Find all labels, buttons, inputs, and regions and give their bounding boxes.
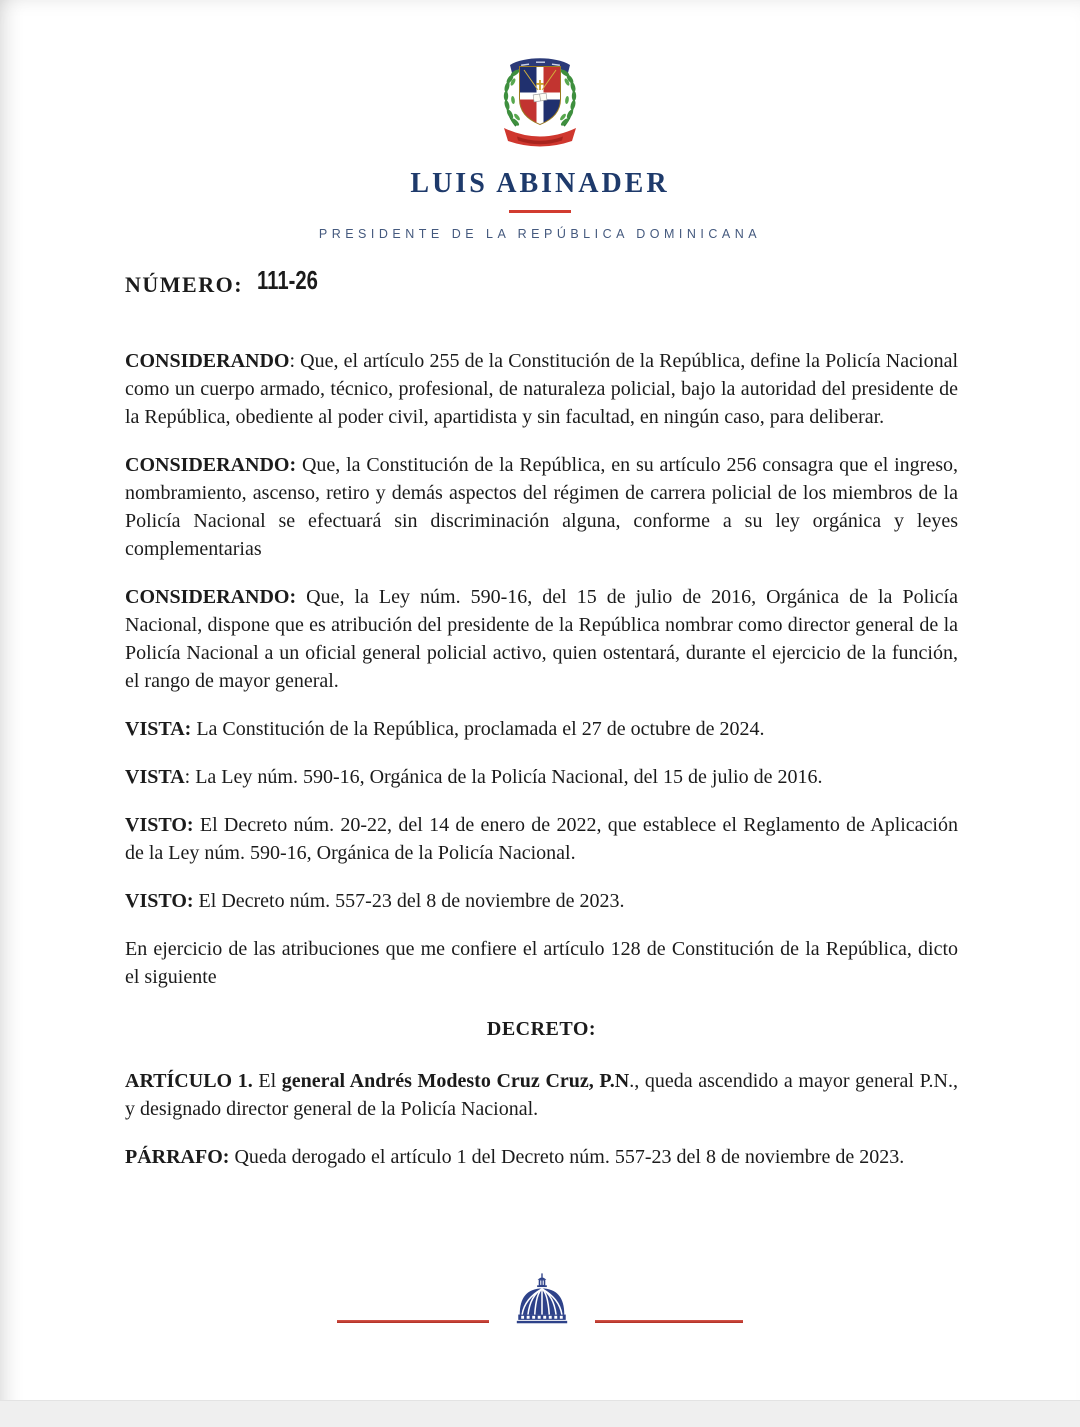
scan-edge-artifact xyxy=(0,1400,1080,1427)
decree-number-label: NÚMERO: xyxy=(125,272,244,297)
doc-paragraph: VISTA: La Constitución de la República, proclamada el 27 de octubre de 2024. xyxy=(125,718,765,740)
decree-number-value: 111-26 xyxy=(257,265,318,295)
doc-paragraph: VISTO: El Decreto núm. 20-22, del 14 de enero de 2022, que establece el Reglamento de Aplicación de la Ley núm. 590-16, Orgánica de la Policía Nacional. xyxy=(125,814,958,864)
doc-paragraph: PÁRRAFO: Queda derogado el artículo 1 del Decreto núm. 557-23 del 8 de noviembre de 2023. xyxy=(125,1146,905,1168)
decree-number-row xyxy=(125,265,958,299)
decree-heading: DECRETO: xyxy=(486,1018,597,1040)
document-body xyxy=(125,347,958,1171)
doc-paragraph: CONSIDERANDO: Que, el artículo 255 de la Constitución de la República, define la Policía Nacional como un cuerpo armado, técnico, profesional, de naturaleza policial, bajo la autoridad del presidente de la República, obediente al poder civil, apartidista y sin facultad, en ningún caso, para deliberar. xyxy=(125,350,958,428)
footer-right-line xyxy=(595,1320,743,1324)
doc-paragraph: VISTA: La Ley núm. 590-16, Orgánica de la Policía Nacional, del 15 de julio de 2016. xyxy=(125,766,823,788)
red-divider xyxy=(509,210,571,213)
doc-paragraph: VISTO: El Decreto núm. 557-23 del 8 de noviembre de 2023. xyxy=(125,890,625,912)
letterhead xyxy=(0,0,1080,241)
dominican-coat-of-arms-icon xyxy=(486,52,594,152)
doc-paragraph: CONSIDERANDO: Que, la Ley núm. 590-16, del 15 de julio de 2016, Orgánica de la Policía Nacional, dispone que es atribución del presidente de la República nombrar como director general de la Policía Nacional a un oficial general policial activo, quien ostentará, durante el ejercicio de la función, el rango de mayor general. xyxy=(125,586,958,692)
doc-paragraph: ARTÍCULO 1. El general Andrés Modesto Cruz Cruz, P.N., queda ascendido a mayor general P.N., y designado director general de la Policía Nacional. xyxy=(125,1070,958,1120)
footer xyxy=(0,1272,1080,1330)
national-palace-dome-icon xyxy=(511,1272,573,1330)
doc-paragraph: CONSIDERANDO: Que, la Constitución de la República, en su artículo 256 consagra que el ingreso, nombramiento, ascenso, retiro y demás aspectos del régimen de carrera policial de los miembros de la Policía Nacional se efectuará sin discriminación alguna, conforme a su ley orgánica y leyes complementarias xyxy=(125,454,958,560)
doc-paragraph: En ejercicio de las atribuciones que me confiere el artículo 128 de Constitución de la República, dicto el siguiente xyxy=(125,938,958,988)
footer-left-line xyxy=(337,1320,489,1324)
president-subtitle: PRESIDENTE DE LA REPÚBLICA DOMINICANA xyxy=(318,227,762,241)
president-name: LUIS ABINADER xyxy=(410,168,670,199)
